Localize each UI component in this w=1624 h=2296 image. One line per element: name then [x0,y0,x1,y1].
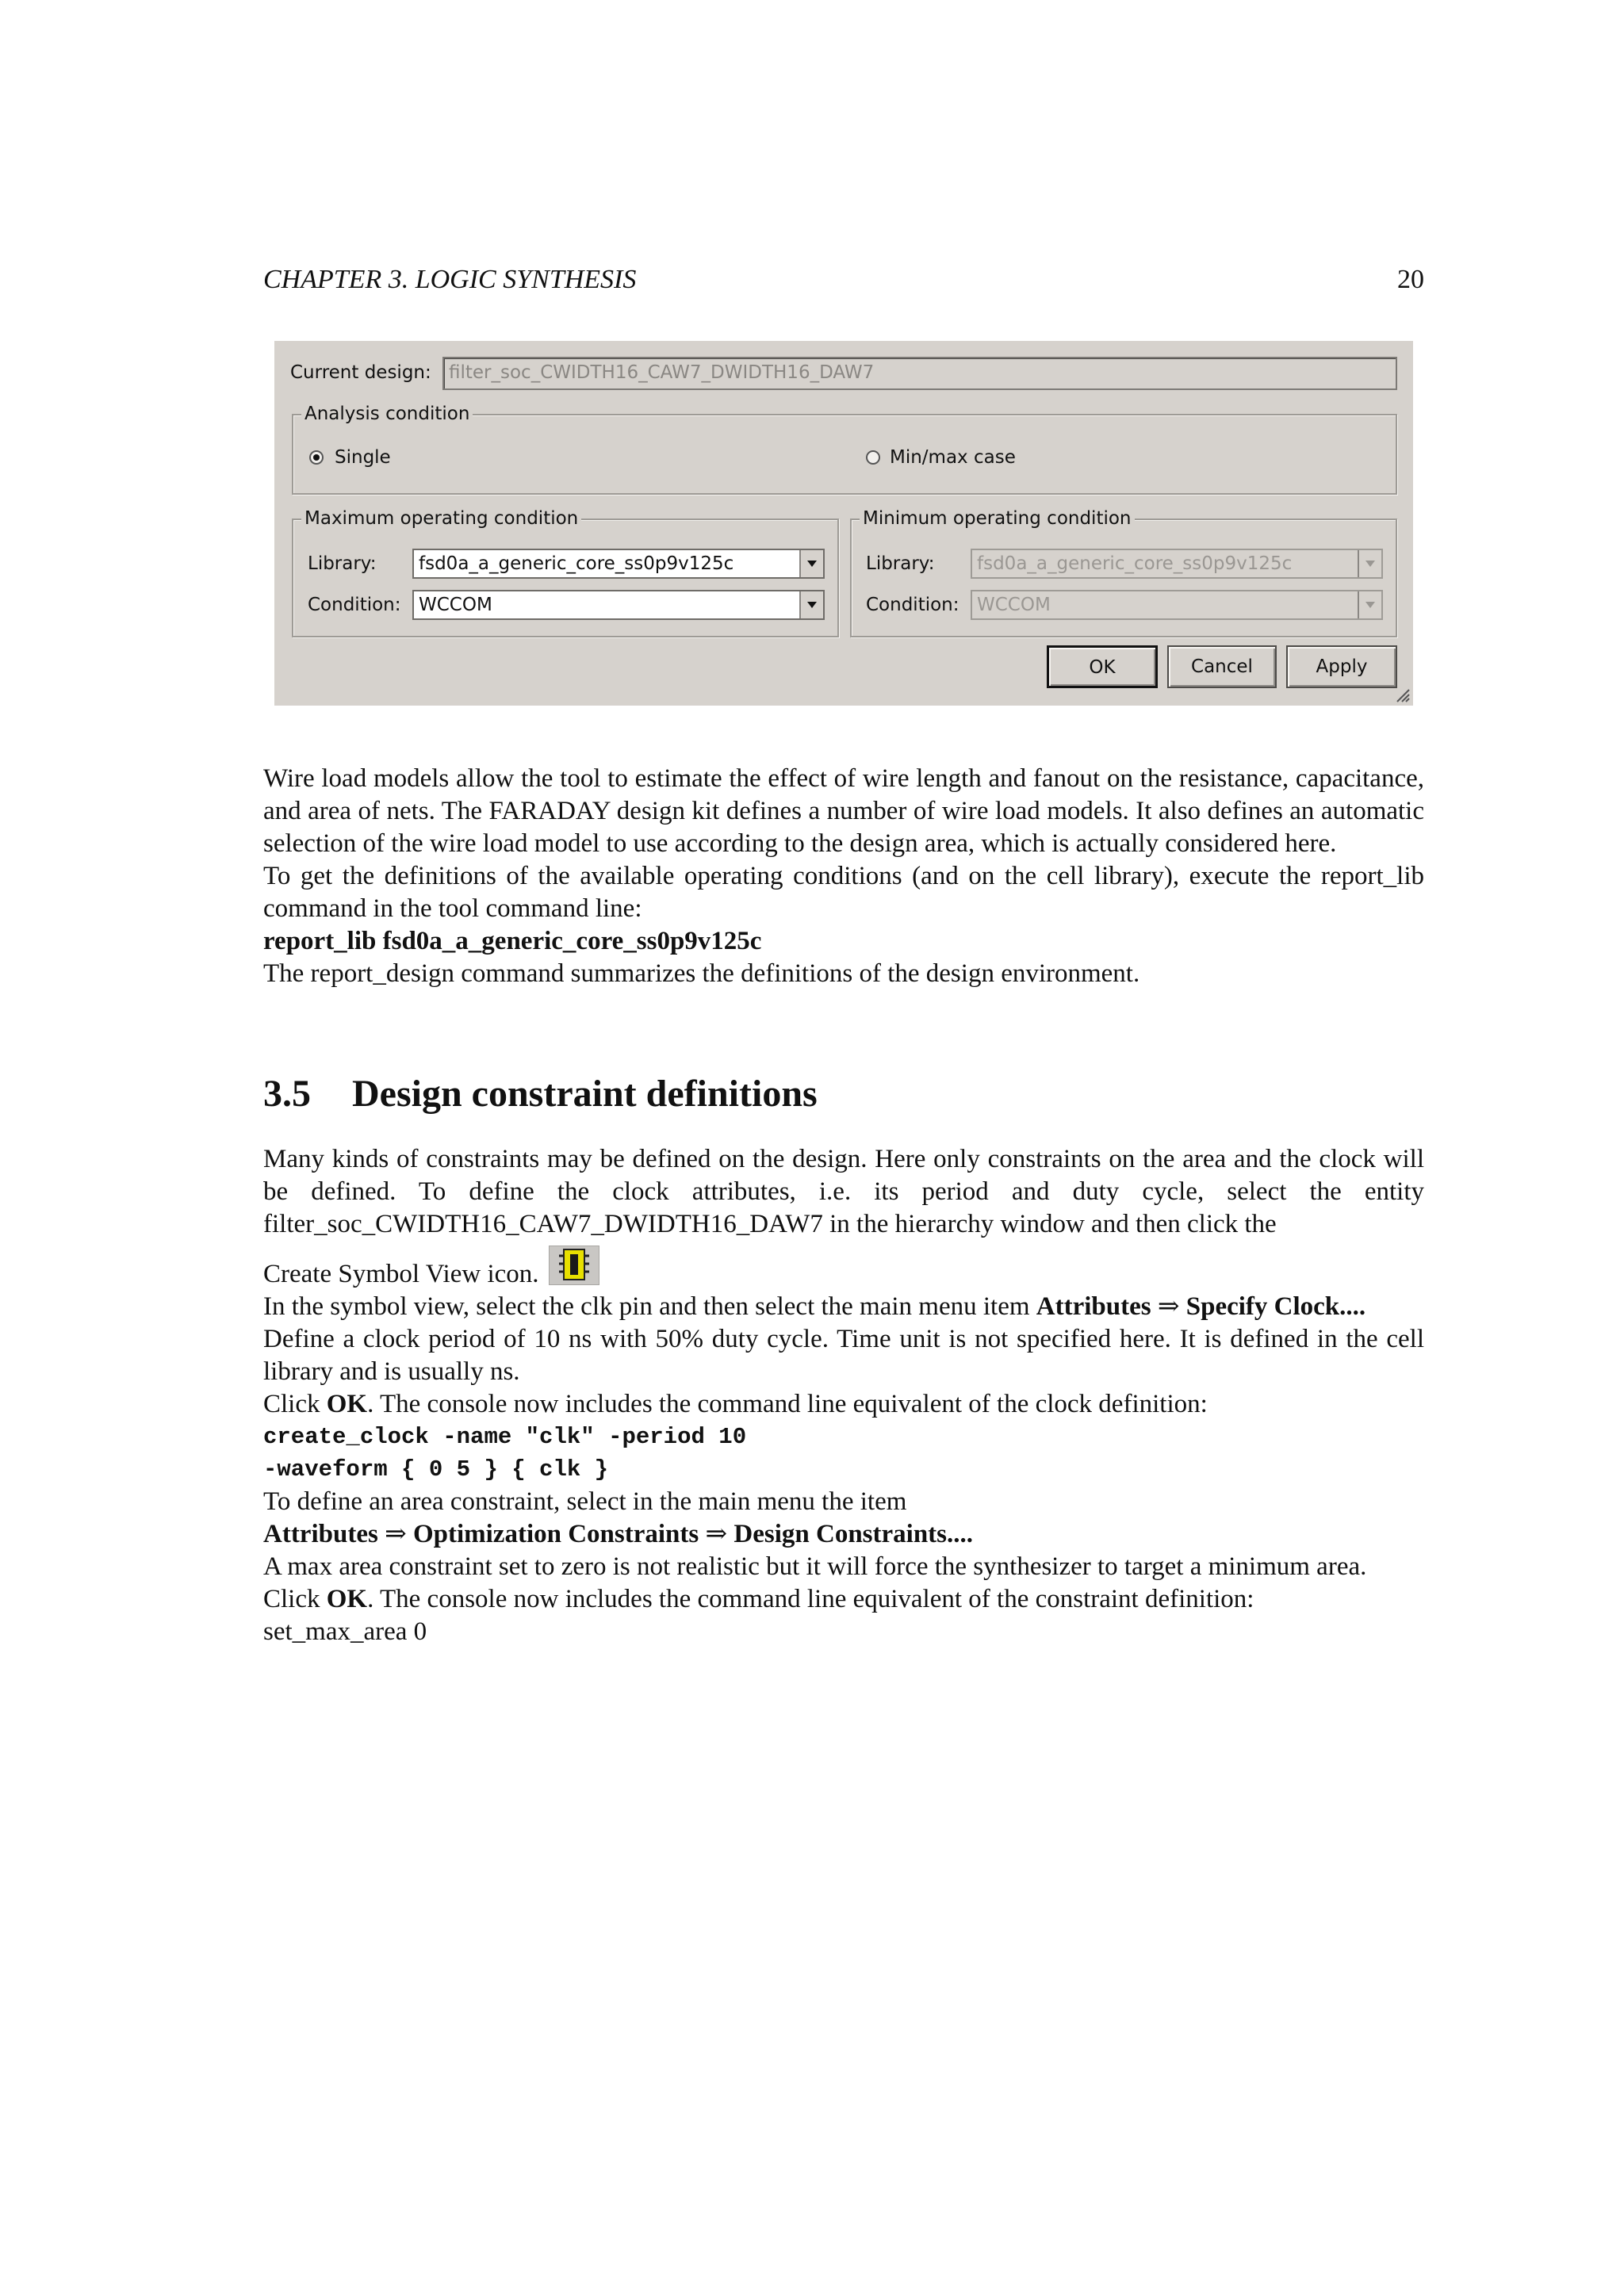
minmax-radio[interactable] [866,450,880,465]
resize-grip-icon[interactable] [1394,687,1410,702]
section-number: 3.5 [263,1073,311,1115]
report-lib-command: report_lib fsd0a_a_generic_core_ss0p9v125c [263,927,762,955]
running-header [263,265,1424,303]
create-clock-command-2: -waveform { 0 5 } { clk } [263,1456,609,1483]
section-title: Design constraint definitions [352,1073,818,1115]
min-library-value: fsd0a_a_generic_core_ss0p9v125c [977,553,1293,574]
apply-button[interactable]: Apply [1286,645,1397,688]
min-operating-group [850,508,1397,637]
min-condition-select [971,590,1383,620]
arrow-icon: ⇒ [1157,1292,1180,1321]
analysis-condition-group [292,404,1397,495]
min-condition-label: Condition: [866,595,959,615]
report-design-paragraph: The report_design command summarizes the definitions of the design environment. [263,959,1140,988]
analysis-condition-legend: Analysis condition [301,403,473,425]
max-library-value: fsd0a_a_generic_core_ss0p9v125c [419,553,734,574]
constraints-text-block [263,1143,1424,1648]
page-number: 20 [1397,265,1424,294]
ok-button[interactable]: OK [1047,645,1158,688]
chapter-title: CHAPTER 3. LOGIC SYNTHESIS [263,265,637,294]
chevron-down-icon[interactable] [799,550,823,577]
set-max-area-command: set_max_area 0 [263,1617,427,1646]
single-radio[interactable] [309,450,324,465]
current-design-field[interactable]: filter_soc_CWIDTH16_CAW7_DWIDTH16_DAW7 [442,357,1397,390]
area-constraint-intro: To define an area constraint, select in the main menu the item [263,1487,907,1516]
chevron-down-icon [1358,550,1381,577]
clock-period-paragraph: Define a clock period of 10 ns with 50% duty cycle. Time unit is not specified here. It is defined in the cell library and is usually ns. [263,1325,1424,1386]
click-ok-constraint: Click OK. The console now includes the command line equivalent of the constraint definition: [263,1585,1254,1613]
cancel-button[interactable]: Cancel [1167,645,1277,688]
single-label[interactable]: Single [335,447,391,468]
wire-load-paragraph: Wire load models allow the tool to estimate the effect of wire length and fanout on the resistance, capacitance, and area of nets. The FARADAY design kit defines a number of wire load models. It also defines an automatic selection of the wire load model to use according to the design area, which is actually considered here. [263,764,1424,858]
chevron-down-icon[interactable] [799,591,823,618]
max-condition-value: WCCOM [419,595,492,615]
chevron-down-icon [1358,591,1381,618]
min-condition-value: WCCOM [977,595,1051,615]
min-library-select [971,549,1383,579]
menu-specify-clock: Specify Clock.... [1185,1292,1366,1321]
min-library-label: Library: [866,553,935,574]
click-ok-clock: Click OK. The console now includes the command line equivalent of the clock definition: [263,1390,1208,1418]
operating-conditions-dialog [274,341,1413,706]
create-symbol-line: Create Symbol View icon. [263,1246,1424,1291]
min-operating-legend: Minimum operating condition [860,507,1135,530]
report-lib-intro: To get the definitions of the available operating conditions (and on the cell library), execute the report_lib command in the tool command line: [263,862,1424,923]
max-library-select[interactable] [412,549,825,579]
max-area-note: A max area constraint set to zero is not realistic but it will force the synthesizer to target a minimum area. [263,1552,1367,1581]
max-library-label: Library: [308,553,377,574]
minmax-label[interactable]: Min/max case [890,447,1016,468]
menu-attributes: Attributes [1036,1292,1151,1321]
wire-load-text-block [263,763,1424,990]
max-operating-legend: Maximum operating condition [301,507,581,530]
create-clock-command-1: create_clock -name "clk" -period 10 [263,1424,747,1450]
menu-path-design-constraints: Attributes ⇒ Optimization Constraints ⇒ Design Constraints.... [263,1520,973,1548]
create-symbol-view-icon [549,1246,599,1285]
max-operating-group [292,508,839,637]
constraints-intro: Many kinds of constraints may be defined on the design. Here only constraints on the area and the clock will be defined. To define the clock attributes, i.e. its period and duty cycle, select the entity filter_soc_CWIDTH16_CAW7_DWIDTH16_DAW7 in the hierarchy window and then click the [263,1145,1424,1238]
current-design-label: Current design: [290,362,431,383]
max-condition-select[interactable] [412,590,825,620]
section-heading [263,1072,818,1115]
max-condition-label: Condition: [308,595,401,615]
symbol-view-instruction: In the symbol view, select the clk pin and then select the main menu item Attributes ⇒ Specify Clock.... [263,1292,1366,1321]
